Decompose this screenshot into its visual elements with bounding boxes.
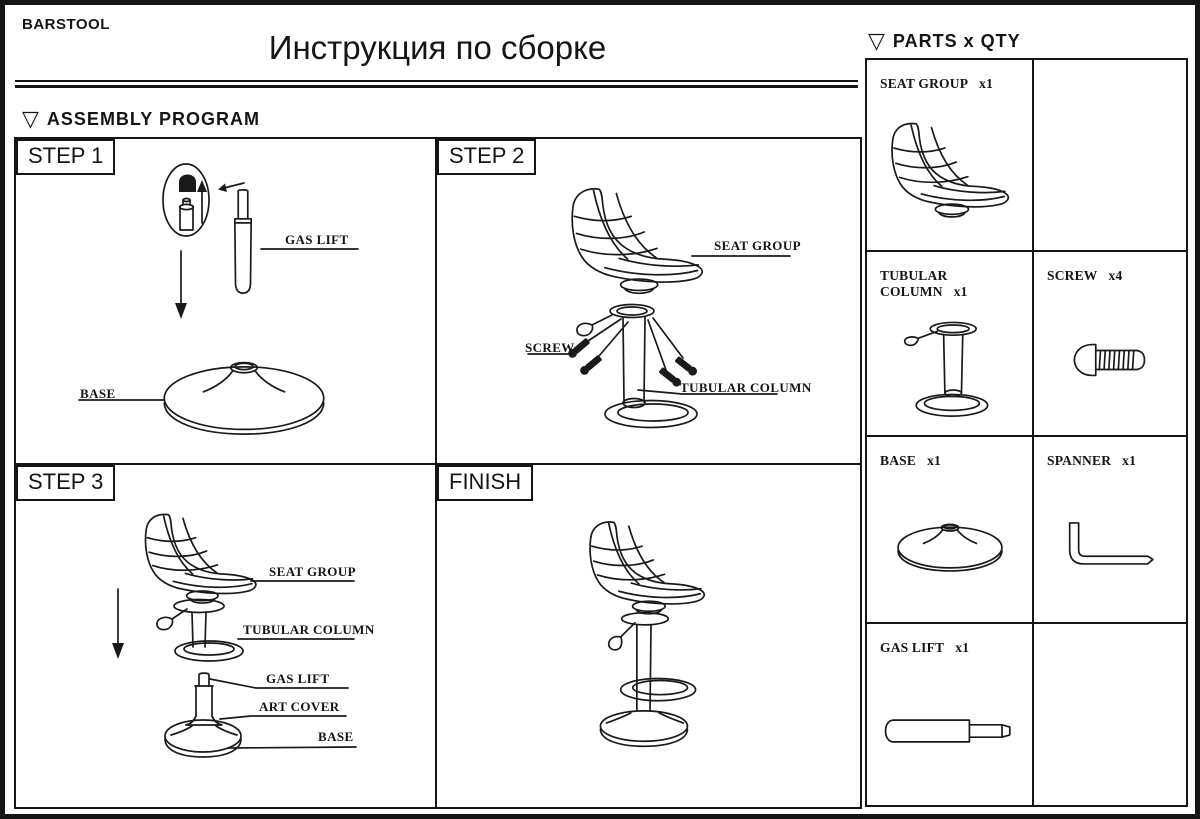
finish-title: FINISH — [437, 465, 533, 501]
part-name: SPANNER x1 — [1047, 453, 1137, 468]
finish-illustration — [437, 465, 860, 807]
screw-drawing — [578, 354, 603, 377]
seat-group-label: SEAT GROUP — [714, 238, 801, 253]
gas-lift-icon — [884, 717, 1016, 745]
part-cell-gas-lift — [867, 624, 1034, 805]
gas-lift-label: GAS LIFT — [285, 232, 349, 247]
gas-lift-cap-detail — [179, 175, 196, 193]
tubular-column-drawing — [623, 317, 645, 402]
screw-icon — [1072, 341, 1148, 379]
gas-lift-drawing — [235, 190, 251, 293]
base-drawing — [164, 363, 323, 435]
part-cell-empty — [1034, 60, 1186, 252]
base-label: BASE — [318, 729, 354, 744]
art-cover-label: ART COVER — [259, 699, 340, 714]
part-cell-tubular-column — [867, 252, 1034, 437]
gas-lift-drawing — [199, 673, 209, 686]
screw-label: SCREW — [525, 340, 575, 355]
part-cell-spanner — [1034, 437, 1186, 624]
part-cell-screw — [1034, 252, 1186, 437]
part-cell-base — [867, 437, 1034, 624]
finish-panel — [437, 465, 860, 807]
spanner-icon — [1062, 519, 1158, 573]
footring-drawing — [621, 678, 696, 700]
column-drawing — [637, 625, 651, 711]
assembly-program-heading — [22, 106, 260, 132]
part-name: BASE x1 — [880, 453, 941, 468]
base-label: BASE — [80, 386, 116, 401]
seat-group-label: SEAT GROUP — [269, 564, 356, 579]
step-2-illustration — [437, 139, 860, 463]
assembly-steps-grid — [14, 137, 862, 809]
page-title: Инструкция по сборке — [268, 29, 607, 66]
step-2-title: STEP 2 — [437, 139, 536, 175]
screw-drawing — [674, 355, 699, 377]
left-arrowhead — [218, 184, 227, 193]
part-name: SEAT GROUP x1 — [880, 76, 994, 91]
part-cell-seat-group — [867, 60, 1034, 252]
parts-table — [865, 58, 1188, 807]
seat-group-drawing — [145, 514, 255, 603]
seat-group-drawing — [572, 189, 702, 293]
art-cover-leader — [220, 716, 346, 719]
down-arrowhead — [175, 303, 187, 319]
parts-qty-heading — [868, 28, 1021, 54]
tubular-column-icon — [899, 312, 1001, 424]
part-name: TUBULAR COLUMN x1 — [880, 268, 968, 299]
part-name: SCREW x4 — [1047, 268, 1123, 283]
step-1-panel — [16, 139, 437, 465]
brand-title: BARSTOOL — [22, 16, 110, 33]
seat-group-drawing — [590, 522, 704, 614]
step-2-panel — [437, 139, 860, 465]
base-drawing — [600, 711, 687, 741]
part-cell-empty — [1034, 624, 1186, 805]
step-1-title: STEP 1 — [16, 139, 115, 175]
base-leader — [228, 747, 356, 748]
lever-drawing — [609, 637, 622, 650]
assembly-program-label: ASSEMBLY PROGRAM — [46, 109, 260, 129]
seat-group-icon — [883, 120, 1017, 222]
gas-lift-label: GAS LIFT — [266, 671, 330, 686]
step-3-panel — [16, 465, 437, 807]
tubular-column-label: TUBULAR COLUMN — [243, 622, 375, 637]
part-name: GAS LIFT x1 — [880, 640, 970, 655]
header-divider — [15, 80, 858, 88]
tubular-column-label: TUBULAR COLUMN — [680, 380, 812, 395]
parts-qty-label: PARTS x QTY — [892, 31, 1021, 51]
base-icon — [894, 517, 1006, 574]
step-1-illustration — [16, 139, 435, 463]
step-3-title: STEP 3 — [16, 465, 115, 501]
triangle-down-icon: ▽ — [868, 28, 886, 54]
down-arrowhead — [112, 643, 124, 659]
triangle-down-icon: ▽ — [22, 106, 40, 132]
